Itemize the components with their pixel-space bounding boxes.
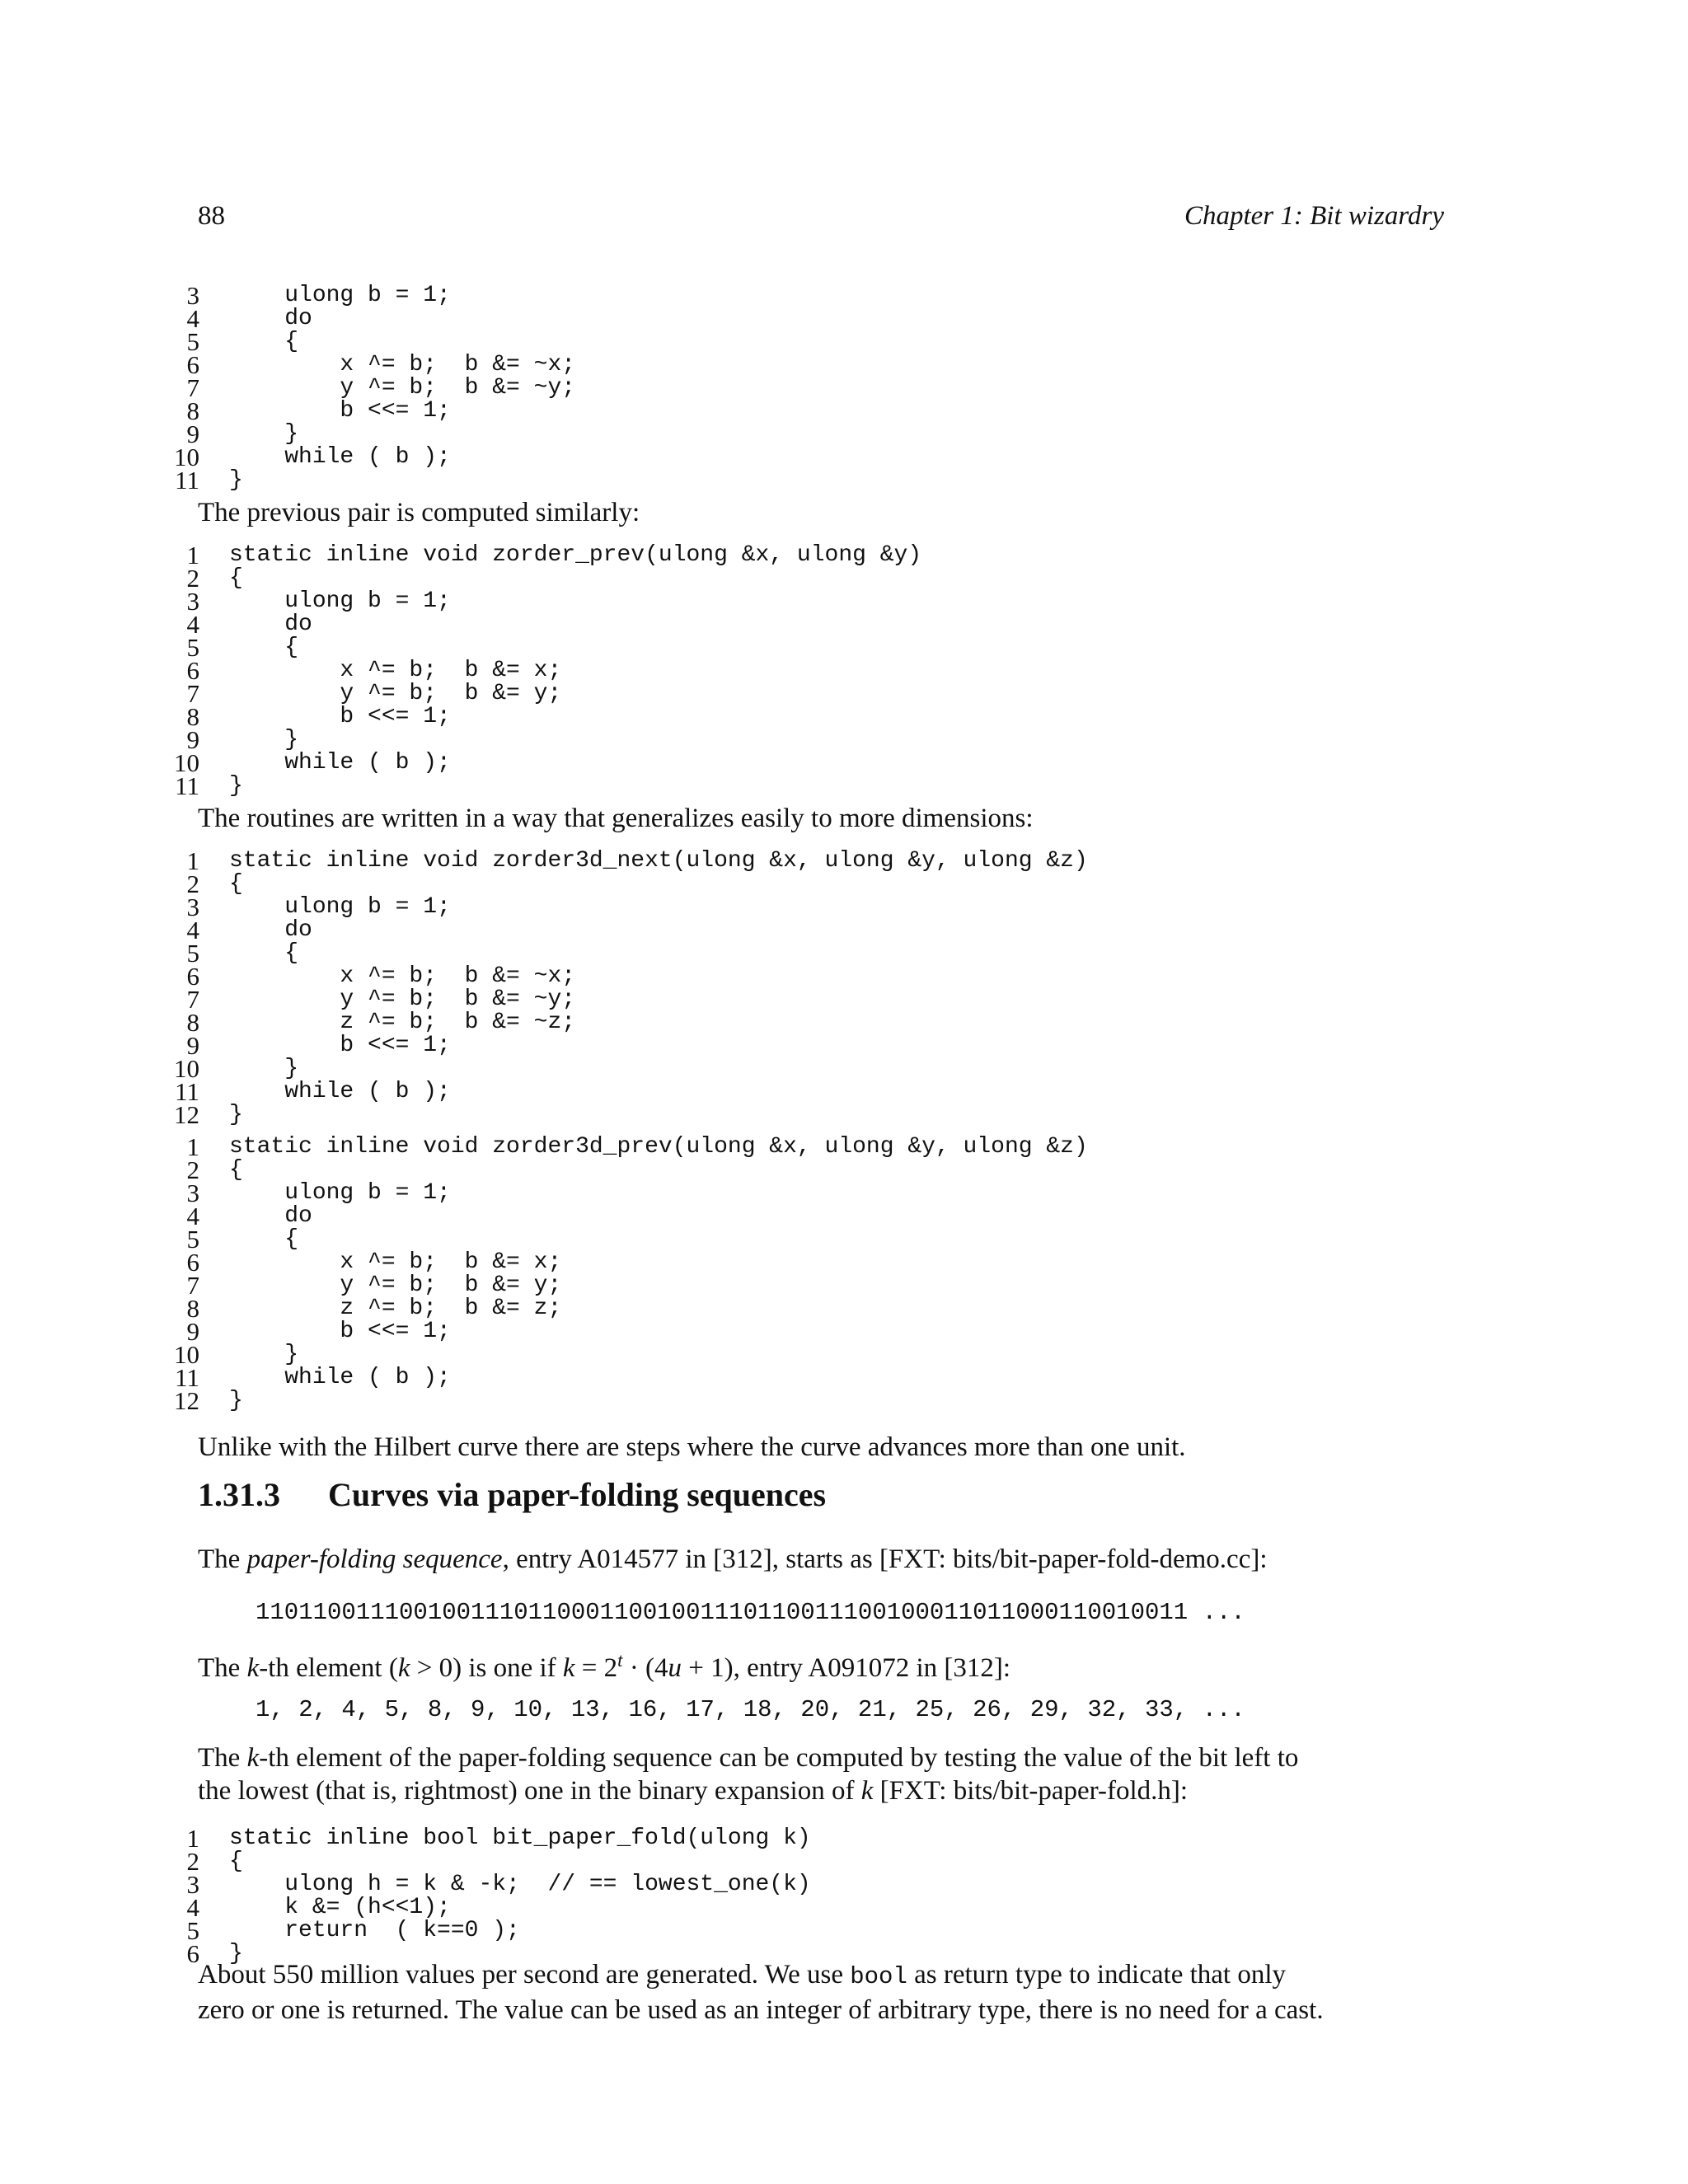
code-text: } xyxy=(229,1056,299,1081)
code-block-zorder3d-next xyxy=(157,846,1492,1129)
paragraph-compute-method xyxy=(198,1741,1434,1807)
line-number: 6 xyxy=(186,1248,199,1277)
line-number: 7 xyxy=(186,985,199,1014)
code-line xyxy=(157,281,1492,310)
text: , entry A014577 in [312], starts as [FXT: bits/bit-paper-fold-demo.cc]: xyxy=(502,1544,1268,1574)
code-line xyxy=(157,610,1492,639)
code-line xyxy=(157,725,1492,754)
code-text: do xyxy=(229,917,312,943)
code-text: x ^= b; b &= x; xyxy=(229,1249,562,1275)
code-text: x ^= b; b &= x; xyxy=(229,658,562,683)
code-line xyxy=(157,748,1492,777)
code-block-zorder-prev xyxy=(157,541,1492,800)
code-line xyxy=(157,1824,1492,1853)
code-line xyxy=(157,771,1492,800)
code-text: ulong h = k & -k; // == lowest_one(k) xyxy=(229,1872,811,1897)
code-text: b <<= 1; xyxy=(229,1319,451,1344)
text: the lowest (that is, rightmost) one in the binary expansion of xyxy=(198,1776,861,1806)
paragraph-performance xyxy=(198,1958,1434,2027)
text: > 0) is one if xyxy=(410,1653,563,1683)
code-text: { xyxy=(229,940,299,966)
math-var: k xyxy=(246,1743,260,1773)
code-line xyxy=(157,1100,1492,1129)
code-text: { xyxy=(229,1849,243,1874)
text-line xyxy=(198,1774,1434,1807)
code-line xyxy=(157,587,1492,616)
paragraph-paper-folding-intro xyxy=(198,1543,1434,1576)
text: = 2 xyxy=(574,1653,618,1683)
line-number: 2 xyxy=(186,564,199,593)
code-text: } xyxy=(229,727,299,752)
code-line xyxy=(157,846,1492,875)
code-line xyxy=(157,633,1492,662)
running-head: Chapter 1: Bit wizardry xyxy=(1184,201,1444,231)
line-number: 2 xyxy=(186,1847,199,1876)
code-text: ulong b = 1; xyxy=(229,588,451,614)
text-line xyxy=(198,1958,1434,1994)
code-line xyxy=(157,541,1492,569)
code-text: y ^= b; b &= ~y; xyxy=(229,375,576,401)
text-line: zero or one is returned. The value can be used as an integer of arbitrary type, there is no need for a cast. xyxy=(198,1995,1324,2025)
math-var: k xyxy=(397,1653,410,1683)
line-number: 5 xyxy=(186,1225,199,1254)
code-line xyxy=(157,1294,1492,1323)
code-line xyxy=(157,443,1492,471)
line-number: 1 xyxy=(186,1132,199,1161)
line-number: 3 xyxy=(186,281,199,310)
code-line xyxy=(157,962,1492,991)
line-number: 5 xyxy=(186,1916,199,1945)
paragraph-generalizes: The routines are written in a way that generalizes easily to more dimensions: xyxy=(198,804,1034,833)
line-number: 6 xyxy=(186,350,199,379)
line-number: 8 xyxy=(186,396,199,425)
code-text: z ^= b; b &= ~z; xyxy=(229,1010,576,1035)
index-sequence: 1, 2, 4, 5, 8, 9, 10, 13, 16, 17, 18, 20, 21, 25, 26, 29, 32, 33, ... xyxy=(256,1696,1245,1723)
math-var: k xyxy=(562,1653,575,1683)
line-number: 11 xyxy=(175,1077,199,1106)
code-text: { xyxy=(229,871,243,897)
text: The xyxy=(198,1544,247,1574)
code-line xyxy=(157,656,1492,685)
text: -th element ( xyxy=(259,1653,398,1683)
code-text: x ^= b; b &= ~x; xyxy=(229,963,576,989)
code-line xyxy=(157,1132,1492,1161)
code-line xyxy=(157,1225,1492,1254)
line-number: 1 xyxy=(186,846,199,875)
line-number: 4 xyxy=(186,916,199,944)
line-number: 7 xyxy=(186,373,199,402)
code-line xyxy=(157,1847,1492,1876)
code-line xyxy=(157,1054,1492,1083)
text: The xyxy=(198,1743,247,1773)
line-number: 2 xyxy=(186,869,199,898)
line-number: 3 xyxy=(186,1179,199,1207)
line-number: 6 xyxy=(186,656,199,685)
line-number: 4 xyxy=(186,1202,199,1230)
line-number: 4 xyxy=(186,1893,199,1922)
code-text: b <<= 1; xyxy=(229,1033,451,1058)
code-text: } xyxy=(229,1388,243,1413)
code-line xyxy=(157,1271,1492,1300)
code-block-bit-paper-fold xyxy=(157,1824,1492,1968)
code-text: do xyxy=(229,612,312,637)
line-number: 9 xyxy=(186,1317,199,1346)
line-number: 5 xyxy=(186,633,199,662)
code-line xyxy=(157,1870,1492,1899)
paragraph-kth-element xyxy=(198,1644,1434,1685)
code-text: while ( b ); xyxy=(229,1079,451,1104)
code-text: k &= (h<<1); xyxy=(229,1895,451,1920)
code-text: } xyxy=(229,1941,243,1966)
line-number: 10 xyxy=(174,443,199,471)
code-line xyxy=(157,1317,1492,1346)
code-line xyxy=(157,350,1492,379)
code-text: while ( b ); xyxy=(229,444,451,470)
line-number: 1 xyxy=(186,541,199,569)
line-number: 3 xyxy=(186,1870,199,1899)
line-number: 6 xyxy=(186,962,199,991)
code-text: static inline void zorder_prev(ulong &x, ulong &y) xyxy=(229,542,922,568)
term-paper-folding-sequence: paper-folding sequence xyxy=(246,1544,503,1574)
line-number: 6 xyxy=(186,1939,199,1968)
code-line xyxy=(157,702,1492,731)
code-line xyxy=(157,1386,1492,1415)
code-line xyxy=(157,1893,1492,1922)
code-text: { xyxy=(229,1157,243,1183)
code-text: b <<= 1; xyxy=(229,704,451,729)
text-line xyxy=(198,1741,1434,1774)
code-text: do xyxy=(229,1203,312,1229)
line-number: 3 xyxy=(186,587,199,616)
line-number: 4 xyxy=(186,610,199,639)
code-line xyxy=(157,564,1492,593)
line-number: 7 xyxy=(186,1271,199,1300)
code-text: static inline void zorder3d_next(ulong &x, ulong &y, ulong &z) xyxy=(229,848,1088,874)
line-number: 11 xyxy=(175,771,199,800)
text: About 550 million values per second are generated. We use xyxy=(198,1960,851,1990)
code-line xyxy=(157,1077,1492,1106)
line-number: 8 xyxy=(186,1008,199,1037)
code-text: } xyxy=(229,467,243,493)
math-var: u xyxy=(668,1653,682,1683)
line-number: 10 xyxy=(174,748,199,777)
code-line xyxy=(157,869,1492,898)
code-text: { xyxy=(229,329,299,354)
code-line xyxy=(157,304,1492,333)
code-text: ulong b = 1; xyxy=(229,1180,451,1206)
code-text: b <<= 1; xyxy=(229,398,451,424)
code-text: static inline bool bit_paper_fold(ulong k) xyxy=(229,1825,811,1851)
line-number: 2 xyxy=(186,1155,199,1184)
code-line xyxy=(157,1179,1492,1207)
code-text: } xyxy=(229,773,243,799)
line-number: 8 xyxy=(186,702,199,731)
code-text: y ^= b; b &= y; xyxy=(229,1272,562,1298)
paragraph-previous-pair: The previous pair is computed similarly: xyxy=(198,498,640,527)
code-line xyxy=(157,1202,1492,1230)
code-text: } xyxy=(229,1102,243,1127)
code-line xyxy=(157,1031,1492,1060)
line-number: 5 xyxy=(186,939,199,968)
code-text: { xyxy=(229,635,299,660)
code-line xyxy=(157,396,1492,425)
inline-code: bool xyxy=(850,1963,907,1990)
line-number: 8 xyxy=(186,1294,199,1323)
line-number: 11 xyxy=(175,1363,199,1392)
code-line xyxy=(157,939,1492,968)
text: The xyxy=(198,1653,247,1683)
code-text: y ^= b; b &= ~y; xyxy=(229,987,576,1012)
code-text: while ( b ); xyxy=(229,1365,451,1390)
code-line xyxy=(157,1340,1492,1369)
code-block-zorder3d-prev xyxy=(157,1132,1492,1415)
code-text: do xyxy=(229,306,312,331)
code-text: ulong b = 1; xyxy=(229,283,451,308)
code-text: y ^= b; b &= y; xyxy=(229,681,562,706)
code-line xyxy=(157,1363,1492,1392)
code-text: while ( b ); xyxy=(229,750,451,776)
line-number: 1 xyxy=(186,1824,199,1853)
line-number: 9 xyxy=(186,1031,199,1060)
code-text: ulong b = 1; xyxy=(229,894,451,920)
section-number: 1.31.3 xyxy=(198,1476,280,1513)
text: -th element of the paper-folding sequence can be computed by testing the value of the bit left to xyxy=(259,1743,1299,1773)
math-var: k xyxy=(860,1776,874,1806)
line-number: 5 xyxy=(186,327,199,356)
code-line xyxy=(157,893,1492,921)
section-heading xyxy=(198,1475,826,1514)
text: + 1), entry A091072 in [312]: xyxy=(682,1653,1011,1683)
text: [FXT: bits/bit-paper-fold.h]: xyxy=(873,1776,1189,1806)
paragraph-hilbert-comparison: Unlike with the Hilbert curve there are steps where the curve advances more than one unit. xyxy=(198,1432,1186,1462)
line-number: 12 xyxy=(174,1386,199,1415)
code-text: } xyxy=(229,1342,299,1367)
line-number: 10 xyxy=(174,1054,199,1083)
code-text: { xyxy=(229,1226,299,1252)
code-line xyxy=(157,327,1492,356)
line-number: 3 xyxy=(186,893,199,921)
code-text: { xyxy=(229,565,243,591)
line-number: 11 xyxy=(175,466,199,494)
code-line xyxy=(157,1248,1492,1277)
line-number: 9 xyxy=(186,419,199,448)
paper-folding-sequence: 11011001110010011101100011001001110110011100100011011000110010011 ... xyxy=(256,1599,1245,1626)
section-title: Curves via paper-folding sequences xyxy=(328,1476,827,1513)
code-text: x ^= b; b &= ~x; xyxy=(229,352,576,377)
text: as return type to indicate that only xyxy=(907,1960,1286,1990)
code-line xyxy=(157,1008,1492,1037)
math-sup: t xyxy=(617,1650,623,1671)
code-line xyxy=(157,1916,1492,1945)
code-block-zorder-next-tail xyxy=(157,281,1492,494)
math-var: k xyxy=(246,1653,260,1683)
line-number: 12 xyxy=(174,1100,199,1129)
code-text: } xyxy=(229,421,299,447)
code-line xyxy=(157,679,1492,708)
code-line xyxy=(157,1155,1492,1184)
code-line xyxy=(157,466,1492,494)
line-number: 10 xyxy=(174,1340,199,1369)
code-text: return ( k==0 ); xyxy=(229,1918,520,1943)
code-line xyxy=(157,916,1492,944)
code-line xyxy=(157,373,1492,402)
page-number: 88 xyxy=(198,201,225,231)
line-number: 7 xyxy=(186,679,199,708)
text: · (4 xyxy=(622,1653,668,1683)
code-text: static inline void zorder3d_prev(ulong &x, ulong &y, ulong &z) xyxy=(229,1134,1088,1160)
code-line xyxy=(157,985,1492,1014)
line-number: 9 xyxy=(186,725,199,754)
line-number: 4 xyxy=(186,304,199,333)
code-line xyxy=(157,419,1492,448)
code-text: z ^= b; b &= z; xyxy=(229,1296,562,1321)
